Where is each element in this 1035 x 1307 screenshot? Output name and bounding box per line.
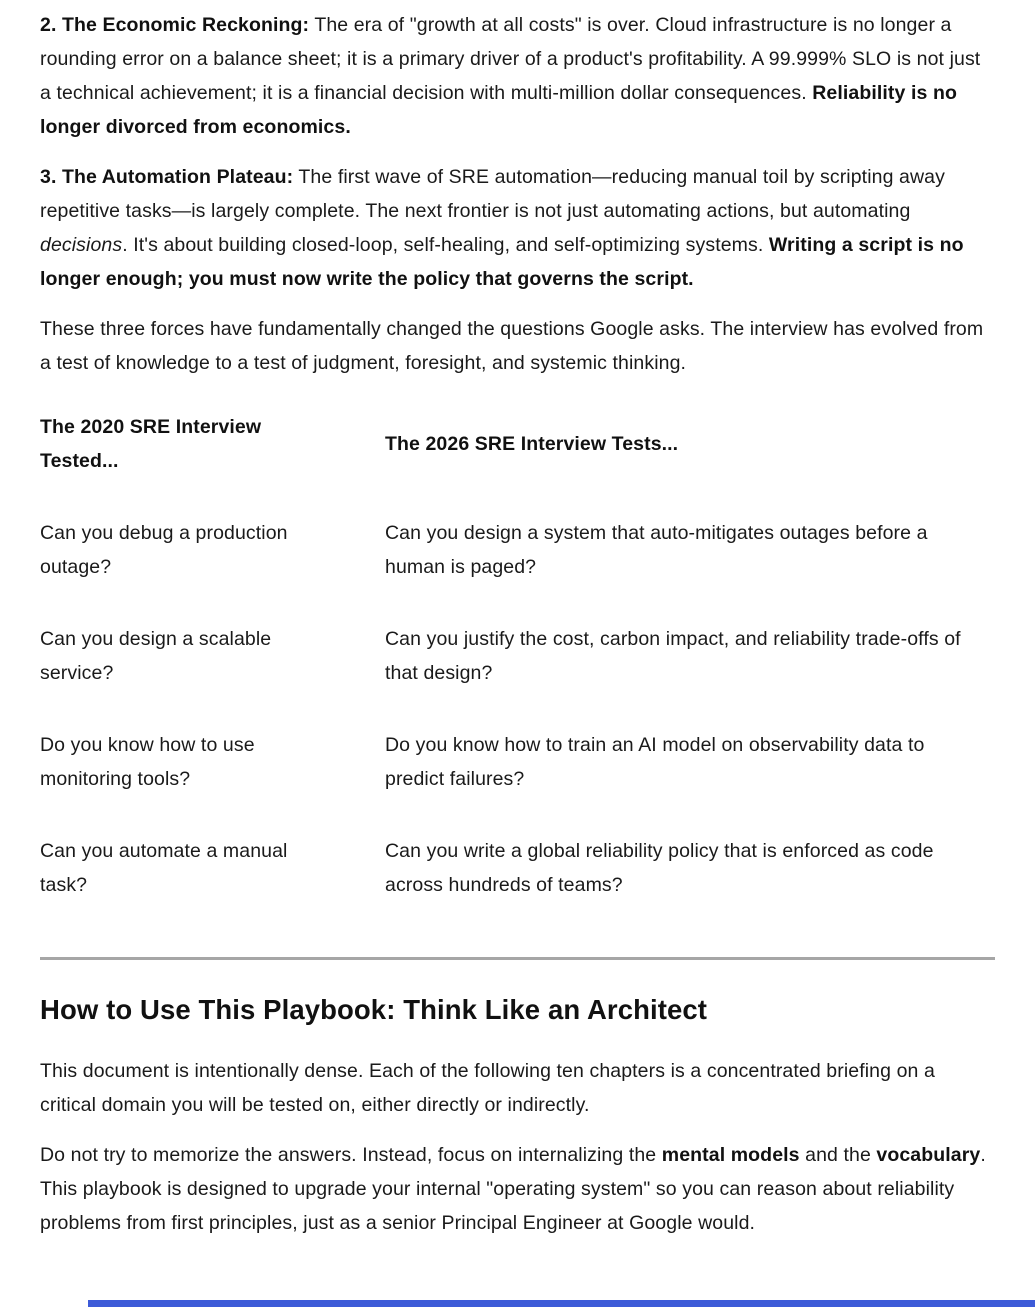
table-header-row <box>40 400 995 497</box>
table-row <box>40 497 995 603</box>
table-cell: Can you debug a production outage? <box>40 522 288 578</box>
table-cell: Can you automate a manual task? <box>40 840 288 896</box>
table-cell: Do you know how to use monitoring tools? <box>40 734 255 790</box>
comparison-table-body <box>40 497 995 921</box>
table-cell: Do you know how to train an AI model on observability data to predict failures? <box>385 734 925 790</box>
comparison-table <box>40 400 995 921</box>
table-row <box>40 815 995 921</box>
paragraph-economic-reckoning: 2. The Economic Reckoning: The era of "growth at all costs" is over. Cloud infrastructure is no longer a rounding error on a balance sheet; it is a primary driver of a product's profitability. A 99.999% SLO is not just a technical achievement; it is a financial decision with multi-million dollar consequences. Reliability is no longer divorced from economics. <box>40 14 981 138</box>
paragraph-automation-plateau: 3. The Automation Plateau: The first wave of SRE automation—reducing manual toil by scripting away repetitive tasks—is largely complete. The next frontier is not just automating actions, but automating decisions. It's about building closed-loop, self-healing, and self-optimizing systems. Writing a script is no longer enough; you must now write the policy that governs the script. <box>40 166 964 290</box>
table-cell: Can you justify the cost, carbon impact, and reliability trade-offs of that design? <box>385 628 961 684</box>
partially-visible-blue-bar <box>88 1300 1035 1307</box>
paragraph-three-forces: These three forces have fundamentally changed the questions Google asks. The interview has evolved from a test of knowledge to a test of judgment, foresight, and systemic thinking. <box>40 318 984 374</box>
section-heading: How to Use This Playbook: Think Like an Architect <box>40 994 708 1025</box>
section-divider <box>40 957 995 960</box>
table-row <box>40 709 995 815</box>
table-cell: Can you design a scalable service? <box>40 628 272 684</box>
table-row <box>40 603 995 709</box>
table-header-2026: The 2026 SRE Interview Tests... <box>385 433 679 455</box>
paragraph-playbook-guidance: Do not try to memorize the answers. Instead, focus on internalizing the mental models and the vocabulary. This playbook is designed to upgrade your internal "operating system" so you can reason about reliability problems from first principles, just as a senior Principal Engineer at Google would. <box>40 1144 986 1234</box>
table-cell: Can you write a global reliability policy that is enforced as code across hundreds of teams? <box>385 840 934 896</box>
comparison-table-head <box>40 400 995 497</box>
paragraph-playbook-intro: This document is intentionally dense. Each of the following ten chapters is a concentrated briefing on a critical domain you will be tested on, either directly or indirectly. <box>40 1060 935 1116</box>
table-header-2020: The 2020 SRE Interview Tested... <box>40 416 262 472</box>
table-cell: Can you design a system that auto-mitigates outages before a human is paged? <box>385 522 928 578</box>
